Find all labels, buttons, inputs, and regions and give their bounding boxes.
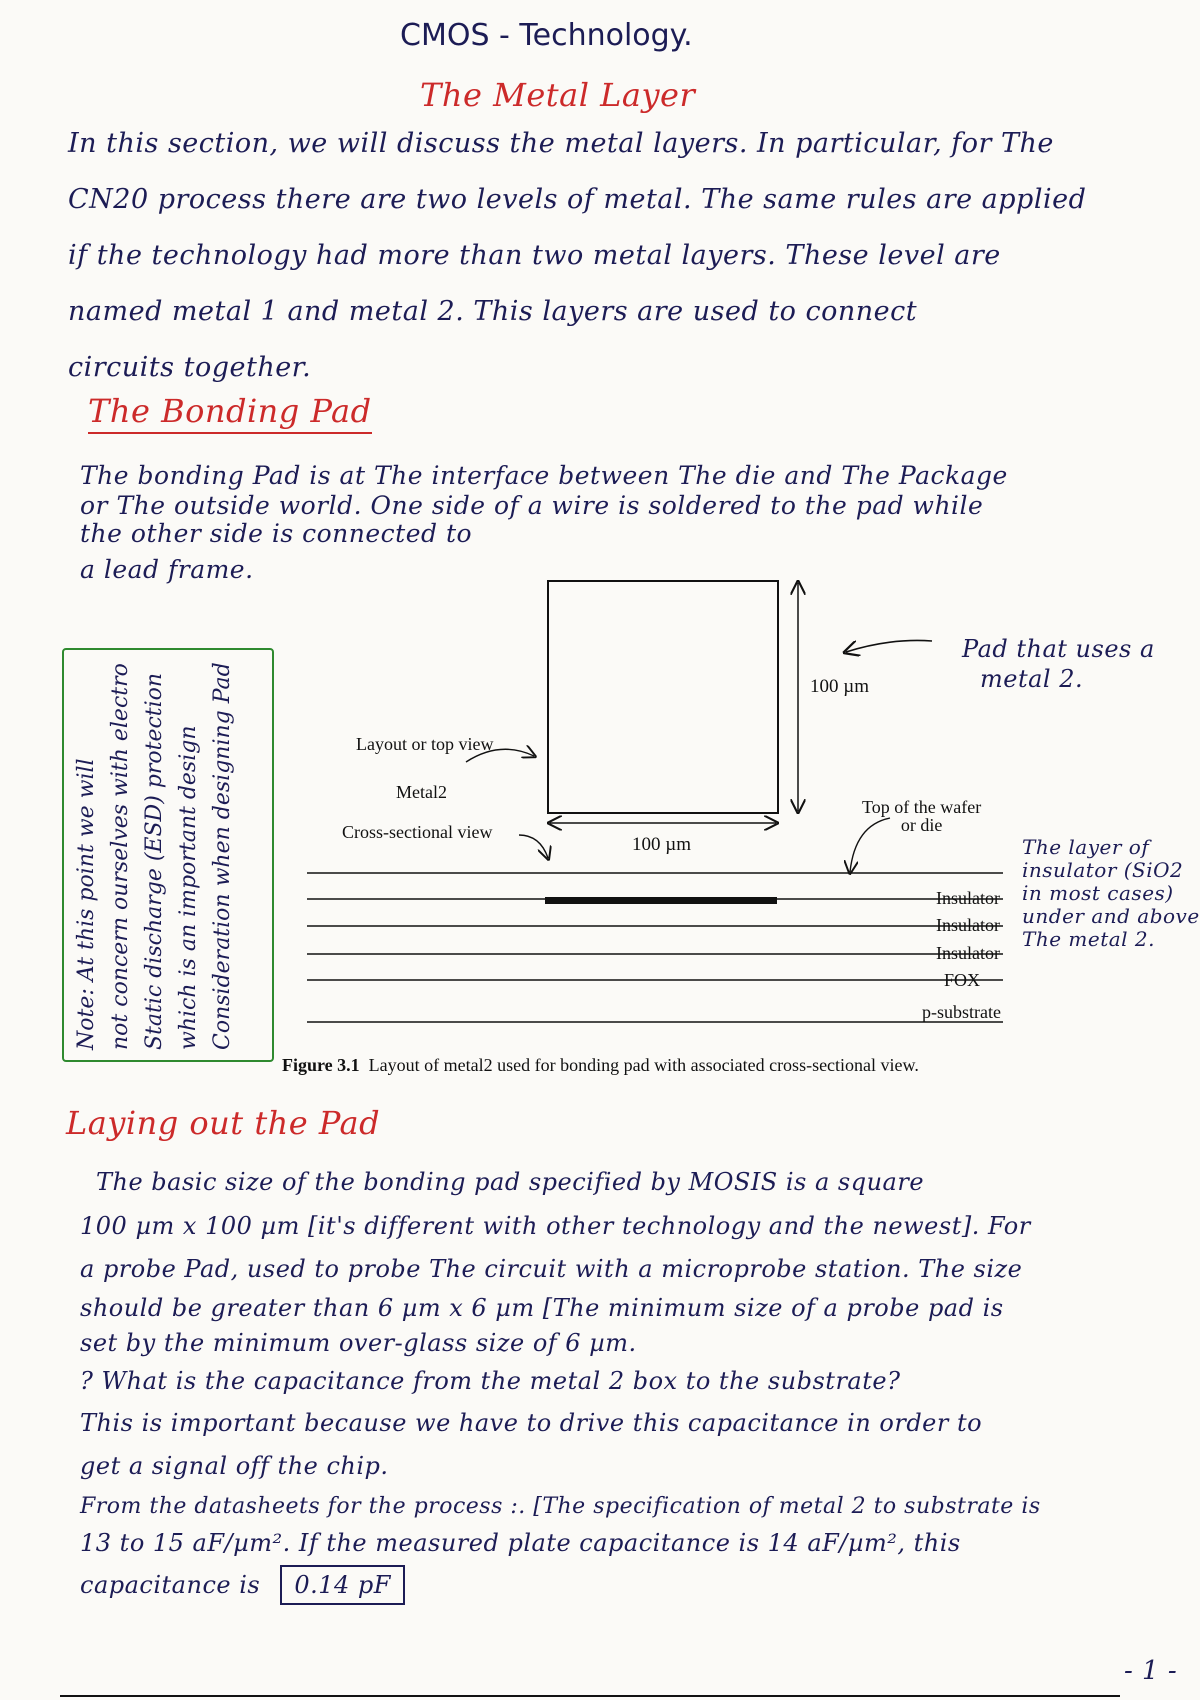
label-top-wafer-line: or die: [900, 815, 943, 835]
pad-note-arrow: [846, 640, 932, 652]
text-line: a probe Pad, used to probe The circuit with a microprobe station. The size: [80, 1255, 1023, 1283]
pad-square: [548, 581, 778, 813]
insulator-note-line: under and above: [1022, 904, 1200, 928]
insulator-note-line: in most cases): [1022, 881, 1174, 905]
layer-label: Insulator: [936, 915, 1000, 935]
text-line: The bonding Pad is at The interface between The die and The Package: [80, 461, 1008, 490]
text-line: 13 to 15 aF/µm². If the measured plate capacitance is 14 aF/µm², this: [80, 1529, 961, 1557]
laying-out-paragraph: [80, 1160, 1170, 1610]
caption-label: Figure 3.1: [282, 1055, 360, 1075]
text-line: ? What is the capacitance from the metal 2 box to the substrate?: [80, 1367, 901, 1395]
cross-view-arrow: [519, 835, 548, 858]
text-line: This is important because we have to drive this capacitance in order to: [80, 1409, 983, 1437]
dim-vertical-label: 100 µm: [810, 676, 869, 697]
pad-note-line: Pad that uses a: [962, 635, 1155, 663]
text-line: if the technology had more than two metal layers. These level are: [68, 240, 1001, 271]
insulator-note-line: The metal 2.: [1022, 927, 1156, 951]
note-line: which is an important design: [176, 725, 201, 1050]
text-line: CN20 process there are two levels of metal. The same rules are applied: [68, 184, 1087, 215]
layer-label: Insulator: [936, 943, 1000, 963]
caption-text: Layout of metal2 used for bonding pad with associated cross-sectional view.: [368, 1055, 919, 1075]
insulator-note-line: The layer of: [1022, 835, 1150, 859]
insulator-note: [1022, 836, 1200, 951]
answer-box: 0.14 pF: [280, 1565, 405, 1605]
label-top-wafer: [862, 798, 981, 834]
footer-rule: [60, 1695, 1120, 1697]
text-line: From the datasheets for the process :. [The specification of metal 2 to substrate is: [80, 1494, 1041, 1519]
note-line: not concern ourselves with electro: [108, 663, 133, 1050]
label-metal2: Metal2: [396, 782, 447, 802]
note-line: Consideration when designing Pad: [210, 662, 235, 1050]
note-line: Static discharge (ESD) protection: [142, 672, 167, 1050]
text-line: set by the minimum over-glass size of 6 µm.: [80, 1329, 637, 1357]
section-heading-bonding-pad: The Bonding Pad: [88, 392, 372, 434]
layer-label: FOX: [944, 970, 981, 990]
text-line: In this section, we will discuss the metal layers. In particular, for The: [68, 128, 1054, 159]
page-title: CMOS - Technology.: [400, 18, 693, 53]
page-number: - 1 -: [1124, 1656, 1178, 1686]
pad-note: [962, 634, 1155, 694]
text-line: the other side is connected to: [80, 519, 473, 548]
text-line: or The outside world. One side of a wire is soldered to the pad while: [80, 491, 984, 520]
layer-label: Insulator: [936, 888, 1000, 908]
label-top-wafer-line: Top of the wafer: [862, 797, 982, 817]
text-line: [80, 1560, 1170, 1610]
text-line: The basic size of the bonding pad specified by MOSIS is a square: [96, 1168, 925, 1196]
text-line: get a signal off the chip.: [80, 1452, 389, 1480]
page-subtitle: The Metal Layer: [420, 76, 696, 114]
insulator-note-line: insulator (SiO2: [1022, 858, 1184, 882]
text-line: should be greater than 6 µm x 6 µm [The minimum size of a probe pad is: [80, 1294, 1004, 1322]
text-line: 100 µm x 100 µm [it's different with other technology and the newest]. For: [80, 1212, 1031, 1240]
pad-note-line: metal 2.: [980, 665, 1084, 693]
text-line: circuits together.: [68, 352, 312, 383]
note-line: Note: At this point we will: [74, 758, 99, 1050]
label-cross-view: Cross-sectional view: [342, 822, 493, 842]
metal2-bar: [545, 897, 777, 904]
label-layout-view: Layout or top view: [356, 734, 494, 754]
text-line: named metal 1 and metal 2. This layers are used to connect: [68, 296, 918, 327]
figure-caption: [282, 1055, 919, 1076]
dim-horizontal-label: 100 µm: [632, 834, 691, 855]
text-line: a lead frame.: [80, 555, 254, 584]
answer-prefix: capacitance is: [80, 1571, 261, 1599]
section-heading-laying-out: Laying out the Pad: [66, 1104, 381, 1142]
layer-label: p-substrate: [922, 1002, 1001, 1022]
